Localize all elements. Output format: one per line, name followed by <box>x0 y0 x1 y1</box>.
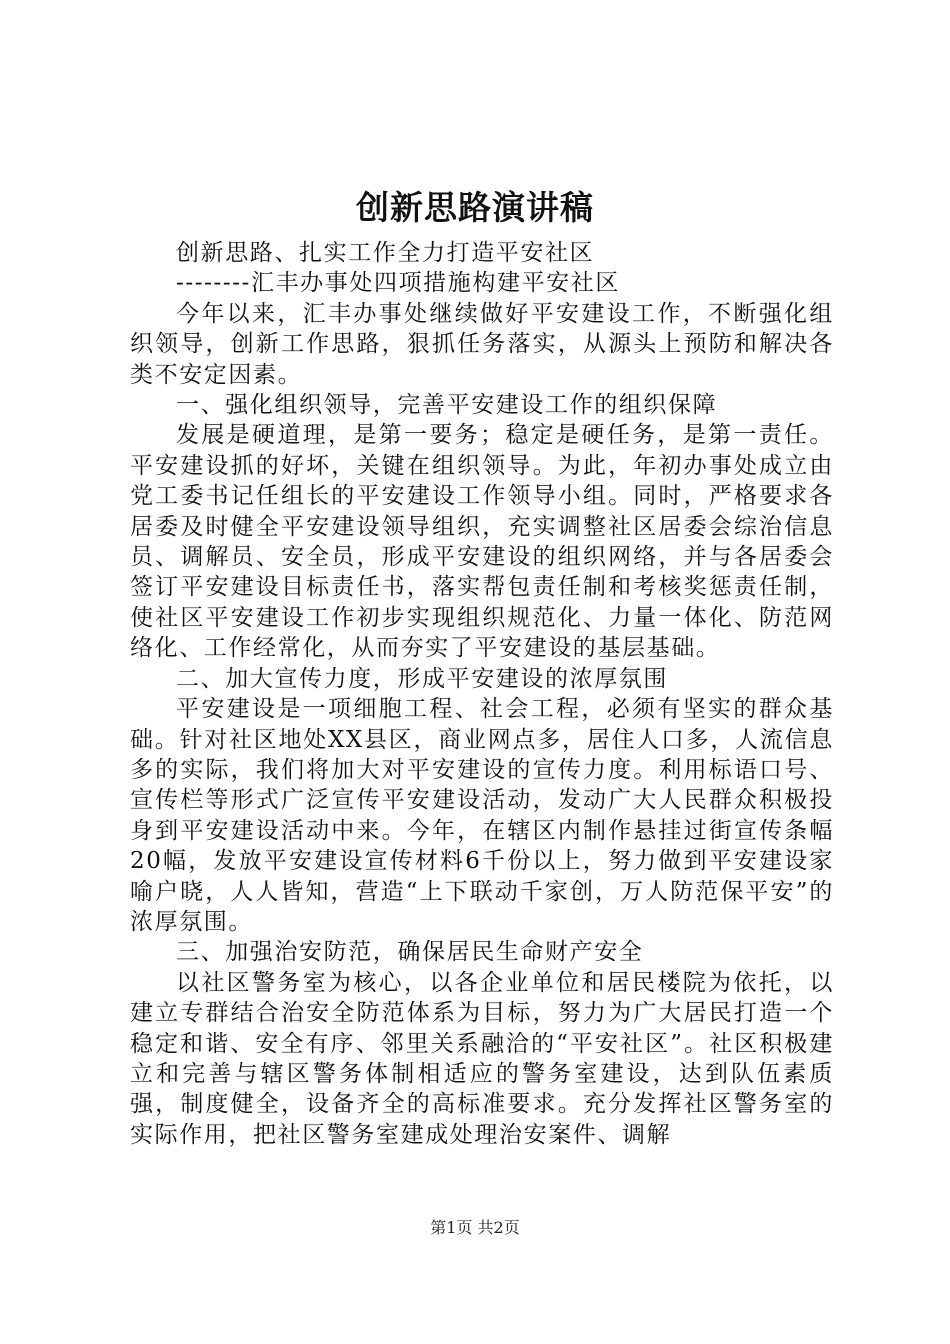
document-body <box>130 238 834 1150</box>
intro-paragraph: 今年以来，汇丰办事处继续做好平安建设工作，不断强化组织领导，创新工作思路，狠抓任务落实，从源头上预防和解决各类不安定因素。 <box>130 300 834 388</box>
subtitle-line: 创新思路、扎实工作全力打造平安社区 <box>176 240 595 266</box>
section-paragraph-3: 以社区警务室为核心，以各企业单位和居民楼院为依托，以建立专群结合治安全防范体系为目标，努力为广大居民打造一个稳定和谐、安全有序、邻里关系融洽的“平安社区”。社区积极建立和完善与辖区警务体制相适应的警务室建设，达到队伍素质强，制度健全，设备齐全的高标准要求。充分发挥社区警务室的实际作用，把社区警务室建成处理治安案件、调解 <box>130 969 834 1148</box>
section-heading-3: 三、加强治安防范，确保居民生命财产安全 <box>176 939 644 966</box>
document-title: 创新思路演讲稿 <box>356 188 594 227</box>
section-paragraph-1: 发展是硬道理，是第一要务；稳定是硬任务，是第一责任。平安建设抓的好坏，关键在组织领导。为此，年初办事处成立由党工委书记任组长的平安建设工作领导小组。同时，严格要求各居委及时健全平安建设领导组织，充实调整社区居委会综治信息员、调解员、安全员，形成平安建设的组织网络，并与各居委会签订平安建设目标责任书，落实帮包责任制和考核奖惩责任制，使社区平安建设工作初步实现组织规范化、力量一体化、防范网络化、工作经常化，从而夯实了平安建设的基层基础。 <box>130 422 834 662</box>
section-heading-2: 二、加大宣传力度，形成平安建设的浓厚氛围 <box>176 665 668 692</box>
section-paragraph-2: 平安建设是一项细胞工程、社会工程，必须有坚实的群众基础。针对社区地处XX县区，商业网点多，居住人口多，人流信息多的实际，我们将加大对平安建设的宣传力度。利用标语口号、宣传栏等形式广泛宣传平安建设活动，发动广大人民群众积极投身到平安建设活动中来。今年，在辖区内制作悬挂过街宣传条幅20幅，发放平安建设宣传材料6千份以上，努力做到平安建设家喻户晓，人人皆知，营造“上下联动千家创，万人防范保平安”的浓厚氛围。 <box>130 696 834 935</box>
section-heading-1: 一、强化组织领导，完善平安建设工作的组织保障 <box>176 392 718 419</box>
page-footer: 第1页 共2页 <box>430 1218 520 1237</box>
subtitle-byline: --------汇丰办事处四项措施构建平安社区 <box>176 270 620 297</box>
